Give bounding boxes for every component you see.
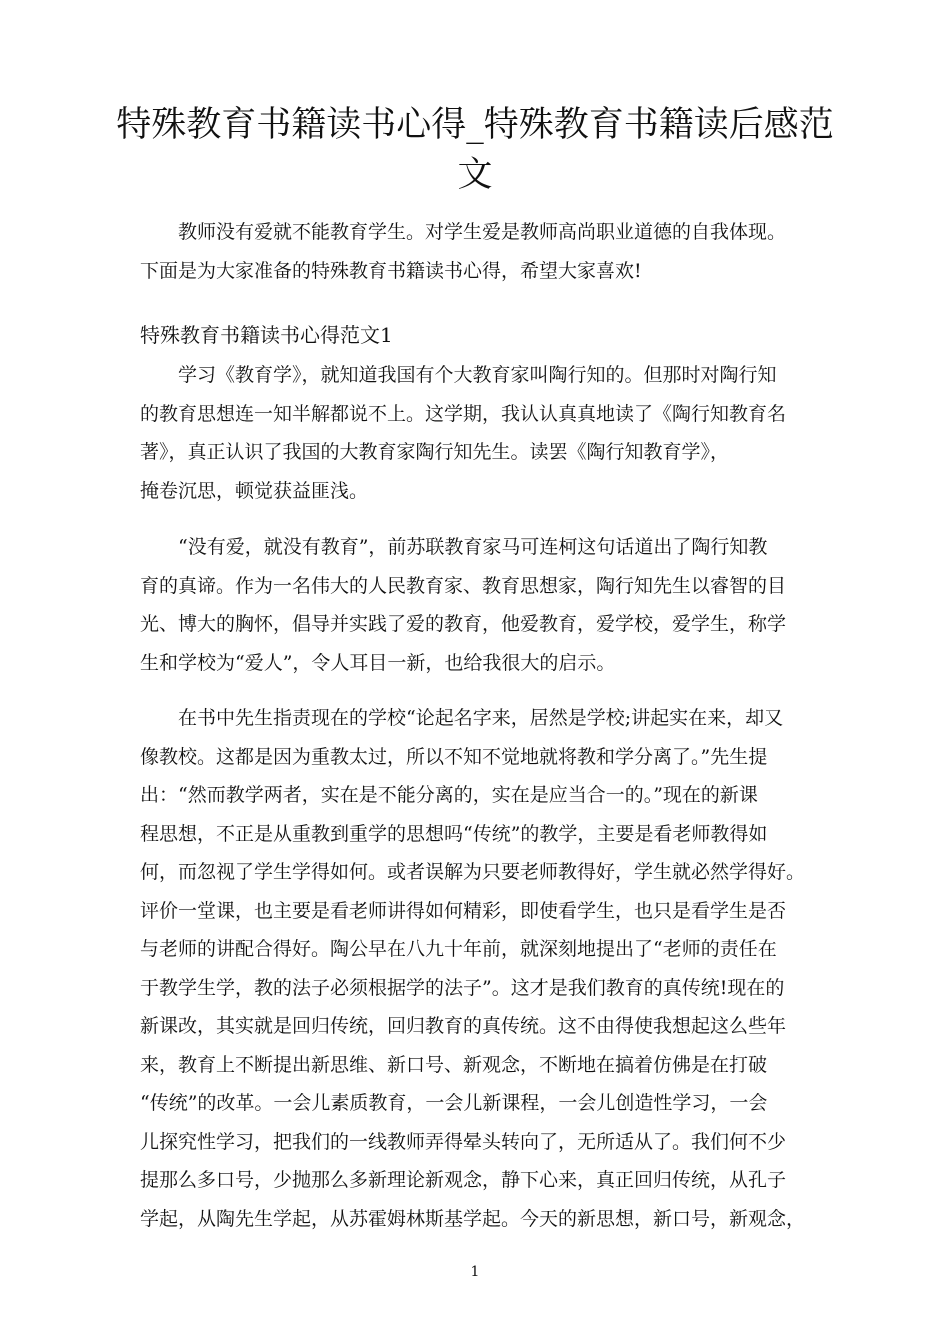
paragraph-line: 评价一堂课，也主要是看老师讲得如何精彩，即使看学生，也只是看学生是否 bbox=[140, 899, 787, 922]
paragraph-line: 与老师的讲配合得好。陶公早在八九十年前，就深刻地提出了“老师的责任在 bbox=[140, 938, 777, 960]
paragraph-line: 出：“然而教学两者，实在是不能分离的，实在是应当合一的。”现在的新课 bbox=[140, 784, 758, 806]
title-line-1: 特殊教育书籍读书心得_特殊教育书籍读后感范 bbox=[116, 105, 834, 145]
paragraph-line: “传统”的改革。一会儿素质教育，一会儿新课程，一会儿创造性学习，一会 bbox=[140, 1092, 768, 1114]
document-title bbox=[110, 100, 840, 200]
paragraph-line: 来，教育上不断提出新思维、新口号、新观念，不断地在搞着仿佛是在打破 bbox=[140, 1053, 768, 1076]
paragraph-line: 程思想，不正是从重教到重学的思想吗“传统”的教学，主要是看老师教得如 bbox=[140, 822, 768, 845]
section-heading: 特殊教育书籍读书心得范文1 bbox=[140, 323, 393, 347]
paragraph-line: 在书中先生指责现在的学校“论起名字来，居然是学校;讲起实在来，却又 bbox=[178, 707, 784, 729]
paragraph-line: 新课改，其实就是回归传统，回归教育的真传统。这不由得使我想起这么些年 bbox=[140, 1015, 787, 1037]
paragraph-line: 儿探究性学习，把我们的一线教师弄得晕头转向了，无所适从了。我们何不少 bbox=[140, 1130, 787, 1153]
paragraph-line: 著》，真正认识了我国的大教育家陶行知先生。读罢《陶行知教育学》， bbox=[140, 441, 730, 463]
paragraph-2 bbox=[140, 528, 812, 682]
page-number: 1 bbox=[470, 1264, 480, 1280]
intro-paragraph bbox=[140, 213, 812, 290]
paragraph-line: 生和学校为“爱人”，令人耳目一新，也给我很大的启示。 bbox=[140, 651, 616, 674]
paragraph-3 bbox=[140, 699, 812, 1238]
paragraph-line: 的教育思想连一知半解都说不上。这学期，我认认真真地读了《陶行知教育名 bbox=[140, 402, 787, 425]
paragraph-line: 像教校。这都是因为重教太过，所以不知不觉地就将教和学分离了。”先生提 bbox=[140, 745, 768, 768]
intro-line: 下面是为大家准备的特殊教育书籍读书心得，希望大家喜欢! bbox=[140, 259, 642, 282]
intro-line: 教师没有爱就不能教育学生。对学生爱是教师高尚职业道德的自我体现。 bbox=[178, 221, 787, 243]
paragraph-line: 何，而忽视了学生学得如何。或者误解为只要老师教得好，学生就必然学得好。 bbox=[140, 861, 806, 883]
paragraph-line: 掩卷沉思，顿觉获益匪浅。 bbox=[140, 479, 369, 502]
paragraph-line: 光、博大的胸怀，倡导并实践了爱的教育，他爱教育，爱学校，爱学生，称学 bbox=[140, 613, 787, 635]
paragraph-line: 学习《教育学》，就知道我国有个大教育家叫陶行知的。但那时对陶行知 bbox=[178, 364, 777, 386]
paragraph-line: 于教学生学，教的法子必须根据学的法子”。这才是我们教育的真传统!现在的 bbox=[140, 976, 785, 999]
title-line-2: 文 bbox=[457, 155, 493, 195]
paragraph-1 bbox=[140, 356, 812, 510]
paragraph-line: 提那么多口号，少抛那么多新理论新观念，静下心来，真正回归传统，从孔子 bbox=[140, 1169, 787, 1191]
paragraph-line: 学起，从陶先生学起，从苏霍姆林斯基学起。今天的新思想，新口号，新观念， bbox=[140, 1207, 806, 1230]
paragraph-line: 育的真谛。作为一名伟大的人民教育家、教育思想家，陶行知先生以睿智的目 bbox=[140, 574, 787, 597]
paragraph-line: “没有爱，就没有教育”，前苏联教育家马可连柯这句话道出了陶行知教 bbox=[178, 536, 768, 558]
